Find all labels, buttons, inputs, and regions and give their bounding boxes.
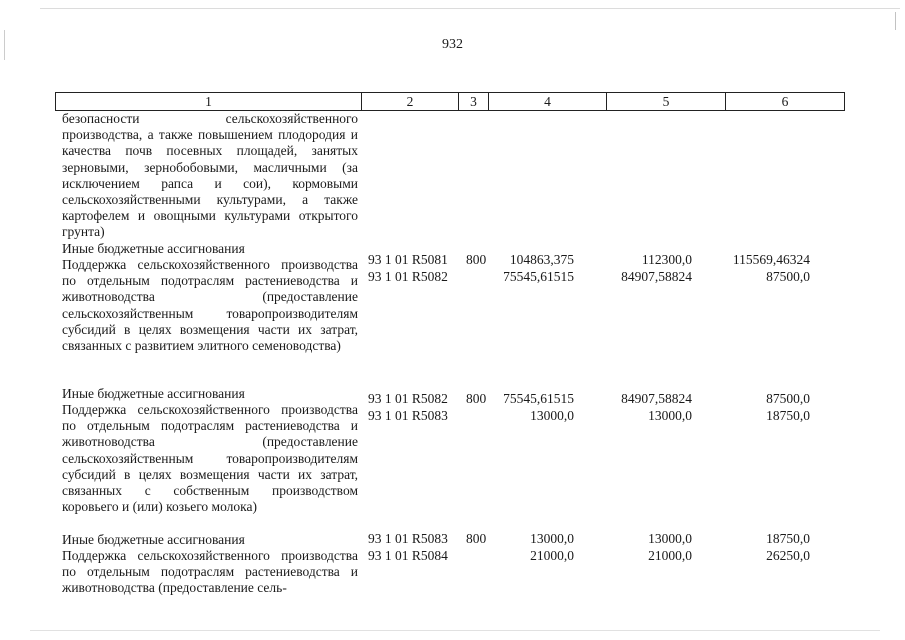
row-5-value-5: 13000,0 bbox=[648, 531, 692, 546]
row-1-text: Иные бюджетные ассигнования bbox=[62, 241, 245, 256]
row-4-value-5: 13000,0 bbox=[648, 408, 692, 423]
column-header-2: 2 bbox=[362, 93, 459, 111]
scan-edge-top bbox=[40, 8, 900, 9]
row-3-value-4: 75545,61515 bbox=[503, 391, 574, 406]
row-1-code: 93 1 01 R5081 bbox=[368, 252, 448, 267]
scan-edge-right bbox=[895, 12, 896, 30]
row-6-value-5: 21000,0 bbox=[648, 548, 692, 563]
description-column bbox=[62, 111, 358, 597]
row-0-text: безопасности сельскохозяйственного производства, а также повышением плодородия и качества почв посевных площадей, занятых зерновыми, зернобобовыми, масличными (за исключением рапса и сои), кормовыми сельскохозяйственными культурами, а также картофелем и овощными культурами открытого грунта) bbox=[62, 111, 358, 240]
row-2-value-6: 87500,0 bbox=[766, 269, 810, 284]
row-6-code: 93 1 01 R5084 bbox=[368, 548, 448, 563]
row-5-text: Иные бюджетные ассигнования bbox=[62, 532, 245, 547]
row-3-value-5: 84907,58824 bbox=[621, 391, 692, 406]
row-3-value-6: 87500,0 bbox=[766, 391, 810, 406]
column-header-4: 4 bbox=[489, 93, 607, 111]
column-header-1: 1 bbox=[56, 93, 362, 111]
row-4-text: Поддержка сельскохозяйственного производства по отдельным подотраслям растениеводства и животноводства (предоставление сельскохозяйственным товаропроизводителям субсидий в целях возмещения части их затрат, связанных с собственным производством коровьего и (или) козьего молока) bbox=[62, 402, 358, 515]
row-1-value-6: 115569,46324 bbox=[732, 252, 810, 267]
column-header-row bbox=[56, 93, 845, 111]
row-4-value-4: 13000,0 bbox=[530, 408, 574, 423]
row-3-type: 800 bbox=[466, 391, 487, 406]
row-2-code: 93 1 01 R5082 bbox=[368, 269, 448, 284]
row-4-value-6: 18750,0 bbox=[766, 408, 810, 423]
row-6-value-6: 26250,0 bbox=[766, 548, 810, 563]
row-6-value-4: 21000,0 bbox=[530, 548, 574, 563]
row-5-code: 93 1 01 R5083 bbox=[368, 531, 448, 546]
row-1-value-5: 112300,0 bbox=[641, 252, 692, 267]
column-header-3: 3 bbox=[459, 93, 489, 111]
row-5-type: 800 bbox=[466, 531, 487, 546]
row-2-value-5: 84907,58824 bbox=[621, 269, 692, 284]
row-3-text: Иные бюджетные ассигнования bbox=[62, 386, 245, 401]
row-4-code: 93 1 01 R5083 bbox=[368, 408, 448, 423]
scan-edge-bottom bbox=[30, 630, 880, 631]
row-6-text: Поддержка сельскохозяйственного производства по отдельным подотраслям растениеводства и животноводства (предоставление сель- bbox=[62, 548, 358, 596]
row-2-value-4: 75545,61515 bbox=[503, 269, 574, 284]
row-1-type: 800 bbox=[466, 252, 487, 267]
row-1-value-4: 104863,375 bbox=[509, 252, 574, 267]
row-2-text: Поддержка сельскохозяйственного производства по отдельным подотраслям растениеводства и животноводства (предоставление сельскохозяйственным товаропроизводителям субсидий в целях возмещения части их затрат, связанных с развитием элитного семеноводства) bbox=[62, 257, 358, 354]
page-number: 932 bbox=[442, 37, 463, 52]
row-5-value-4: 13000,0 bbox=[530, 531, 574, 546]
column-header-5: 5 bbox=[607, 93, 726, 111]
row-3-code: 93 1 01 R5082 bbox=[368, 391, 448, 406]
column-header-6: 6 bbox=[726, 93, 845, 111]
column-header-table bbox=[55, 92, 845, 111]
row-5-value-6: 18750,0 bbox=[766, 531, 810, 546]
